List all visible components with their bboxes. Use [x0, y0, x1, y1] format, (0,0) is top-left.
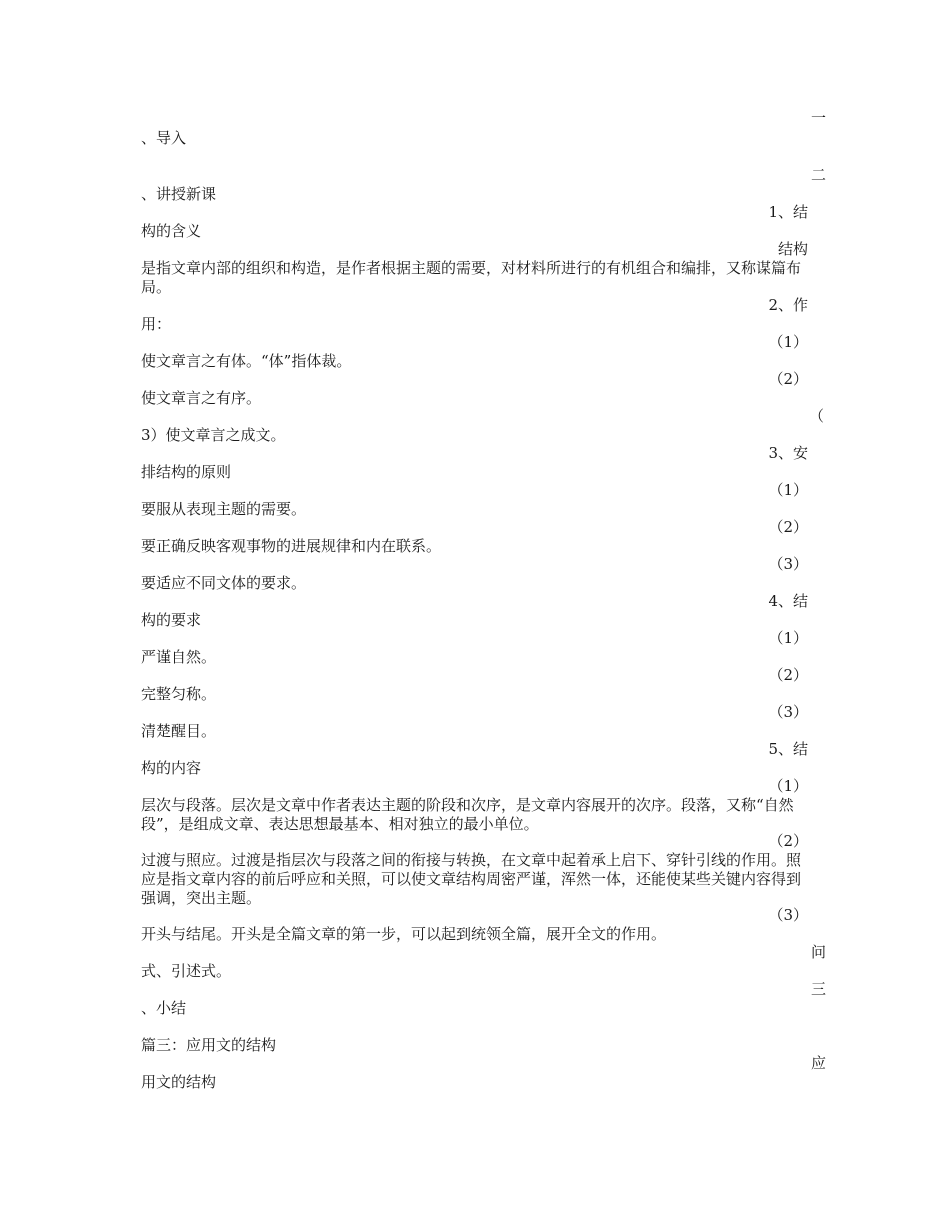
- list-item: 清楚醒目。: [141, 722, 217, 740]
- fragment-item-3: 3、安: [768, 444, 808, 462]
- fragment-numeral-three: 三: [810, 980, 826, 998]
- fragment-sub-3: （3）: [768, 555, 808, 573]
- subheading-content: 构的内容: [141, 759, 202, 777]
- fragment-item-5: 5、结: [768, 740, 808, 758]
- list-item: 严谨自然。: [141, 648, 217, 666]
- fragment-sub-2: （2）: [768, 666, 808, 684]
- fragment-sub-2: （2）: [768, 832, 808, 850]
- subheading-requirements: 构的要求: [141, 611, 202, 629]
- fragment-item-2: 2、作: [768, 296, 808, 314]
- fragment-numeral-one: 一: [810, 109, 826, 127]
- fragment-apply: 应: [810, 1054, 826, 1072]
- heading-new-lesson: 、讲授新课: [141, 185, 217, 203]
- fragment-item-1: 1、结: [768, 203, 808, 221]
- fragment-item-4: 4、结: [768, 592, 808, 610]
- list-item: 式、引述式。: [141, 962, 232, 980]
- paragraph-definition: 是指文章内部的组织和构造，是作者根据主题的需要，对材料所进行的有机组合和编排，又称谋篇布局。: [141, 259, 802, 296]
- paragraph-transition: 过渡与照应。过渡是指层次与段落之间的衔接与转换，在文章中起着承上启下、穿针引线的作用。照应是指文章内容的前后呼应和关照，可以使文章结构周密严谨，浑然一体，还能使某些关键内容得到强调，突出主题。: [141, 851, 802, 907]
- fragment-question: 问: [810, 943, 826, 961]
- fragment-paren: （: [808, 407, 824, 425]
- fragment-numeral-two: 二: [810, 166, 826, 184]
- heading-summary: 、小结: [141, 999, 187, 1017]
- fragment-sub-1: （1）: [768, 333, 808, 351]
- list-item: 要适应不同文体的要求。: [141, 574, 307, 592]
- list-item: 使文章言之有体。“体”指体裁。: [141, 352, 352, 370]
- paragraph-levels: 层次与段落。层次是文章中作者表达主题的阶段和次序，是文章内容展开的次序。段落，又称“自然段”，是组成文章、表达思想最基本、相对独立的最小单位。: [141, 796, 794, 833]
- list-item: 使文章言之有序。: [141, 389, 262, 407]
- fragment-structure: 结构: [777, 240, 808, 258]
- fragment-sub-2: （2）: [768, 370, 808, 388]
- subheading-principles: 排结构的原则: [141, 463, 232, 481]
- fragment-sub-3: （3）: [768, 906, 808, 924]
- fragment-sub-2: （2）: [768, 518, 808, 536]
- fragment-sub-3: （3）: [768, 703, 808, 721]
- list-item: 要正确反映客观事物的进展规律和内在联系。: [141, 537, 442, 555]
- list-item: 要服从表现主题的需要。: [141, 500, 307, 518]
- subheading-function: 用：: [141, 315, 172, 333]
- fragment-sub-1: （1）: [768, 481, 808, 499]
- paragraph-opening: 开头与结尾。开头是全篇文章的第一步，可以起到统领全篇，展开全文的作用。: [141, 925, 667, 943]
- list-item: 3）使文章言之成文。: [141, 426, 286, 444]
- subheading-meaning: 构的含义: [141, 222, 202, 240]
- list-item: 完整匀称。: [141, 685, 217, 703]
- subheading-applied-structure: 用文的结构: [141, 1073, 217, 1091]
- fragment-sub-1: （1）: [768, 629, 808, 647]
- heading-intro: 、导入: [141, 129, 187, 147]
- fragment-sub-1: （1）: [768, 777, 808, 795]
- heading-part-three: 篇三：应用文的结构: [141, 1036, 277, 1054]
